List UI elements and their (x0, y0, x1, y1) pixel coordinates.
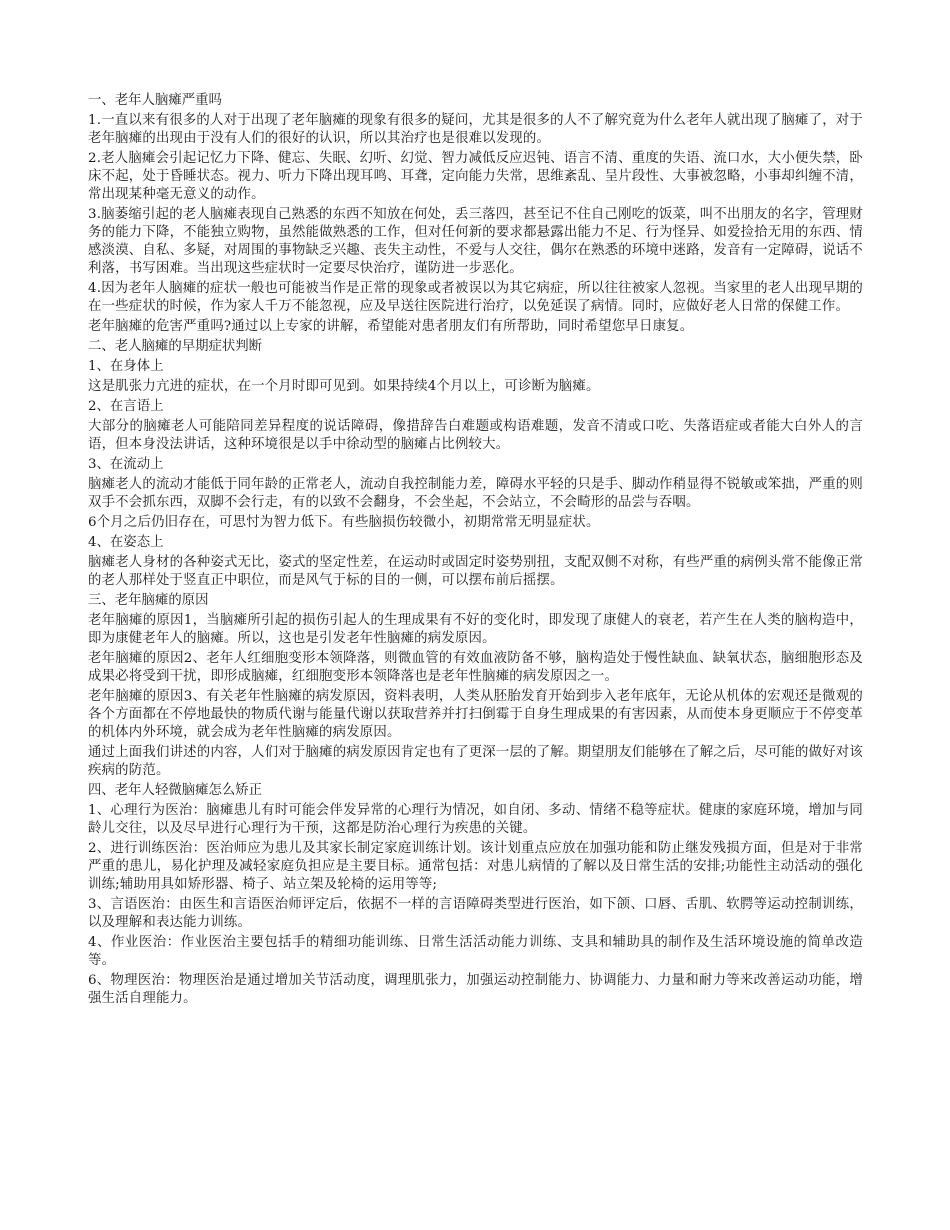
paragraph: 6、物理医治：物理医治是通过增加关节活动度，调理肌张力，加强运动控制能力、协调能力、力量和耐力等来改善运动功能，增强生活自理能力。 (88, 973, 863, 1006)
paragraph: 老年脑瘫的原因1，当脑瘫所引起的损伤引起人的生理成果有不好的变化时，即发现了康健人的衰老，若产生在人类的脑构造中，即为康健老年人的脑瘫。所以，这也是引发老年性脑瘫的病发原因。 (88, 613, 863, 646)
paragraph: 4、作业医治：作业医治主要包括手的精细功能训练、日常生活活动能力训练、支具和辅助具的制作及生活环境设施的简单改造等。 (88, 935, 863, 968)
section-heading: 四、老年人轻微脑瘫怎么矫正 (88, 783, 263, 798)
subsection-heading: 1、在身体上 (88, 359, 164, 374)
paragraph: 通过上面我们讲述的内容，人们对于脑瘫的病发原因肯定也有了更深一层的了解。期望朋友们能够在了解之后，尽可能的做好对该疾病的防范。 (88, 745, 863, 778)
paragraph: 4.因为老年人脑瘫的症状一般也可能被当作是正常的现象或者被误以为其它病症，所以往往被家人忽视。当家里的老人出现早期的在一些症状的时候，作为家人千万不能忽视，应及早送往医院进行治疗，以免延误了病情。同时，应做好老人日常的保健工作。 (88, 281, 863, 314)
paragraph: 老年脑瘫的原因2、老年人红细胞变形本领降落，则微血管的有效血液防备不够，脑构造处于慢性缺血、缺氧状态，脑细胞形态及成果必将受到干扰，即形成脑瘫，红细胞变形本领降落也是老年性脑瘫的病发原因之一。 (88, 651, 863, 684)
section-heading: 一、老年人脑瘫严重吗 (88, 93, 222, 108)
paragraph: 老年脑瘫的危害严重吗?通过以上专家的讲解，希望能对患者朋友们有所帮助，同时希望您早日康复。 (88, 319, 694, 334)
paragraph: 3.脑萎缩引起的老人脑瘫表现自己熟悉的东西不知放在何处，丢三落四，甚至记不住自己刚吃的饭菜，叫不出朋友的名字，管理财务的能力下降，不能独立购物，虽然能做熟悉的工作，但对任何新的要求都悬露出能力不足、行为怪异、如爱捡拾无用的东西、情感淡漠、自私、多疑，对周围的事物缺乏兴趣、丧失主动性，不爱与人交往，偶尔在熟悉的环境中迷路，发音有一定障碍，说话不利落，书写困难。当出现这些症状时一定要尽快治疗，谨防进一步恶化。 (88, 207, 863, 276)
paragraph: 1、心理行为医治：脑瘫患儿有时可能会伴发异常的心理行为情况，如自闭、多动、情绪不稳等症状。健康的家庭环境，增加与同龄儿交往，以及尽早进行心理行为干预，这都是防治心理行为疾患的关键。 (88, 803, 863, 836)
subsection-heading: 3、在流动上 (88, 457, 164, 472)
paragraph: 脑瘫老人身材的各种姿式无比，姿式的坚定性差，在运动时或固定时姿势别扭，支配双侧不对称，有些严重的病例头常不能像正常的老人那样处于竖直正中职位，而是风气于标的目的一侧，可以摆布前后摇摆。 (88, 555, 863, 588)
subsection-heading: 2、在言语上 (88, 399, 164, 414)
subsection-heading: 4、在姿态上 (88, 535, 164, 550)
paragraph: 脑瘫老人的流动才能低于同年龄的正常老人，流动自我控制能力差，障碍水平轻的只是手、脚动作稍显得不锐敏或笨拙，严重的则双手不会抓东西，双脚不会行走，有的以致不会翻身，不会坐起，不会站立，不会畸形的品尝与吞咽。 (88, 477, 863, 510)
paragraph: 这是肌张力亢进的症状，在一个月时即可见到。如果持续4个月以上，可诊断为脑瘫。 (88, 379, 600, 394)
document-body (88, 92, 863, 1010)
paragraph: 大部分的脑瘫老人可能陪同差异程度的说话障碍，像措辞告白难题或构语难题，发音不清或口吃、失落语症或者能大白外人的言语，但本身没法讲话，这种环境很是以手中徐动型的脑瘫占比例较大。 (88, 419, 863, 452)
section-heading: 三、老年脑瘫的原因 (88, 593, 209, 608)
paragraph: 老年脑瘫的原因3、有关老年性脑瘫的病发原因，资料表明，人类从胚胎发育开始到步入老年底年，无论从机体的宏观还是微观的各个方面都在不停地最快的物质代谢与能量代谢以获取营养并打扫倒霉于自身生理成果的有害因素，从而使本身更顺应于不停变革的机体内外环境，就会成为老年性脑瘫的病发原因。 (88, 689, 863, 740)
section-heading: 二、老人脑瘫的早期症状判断 (88, 339, 263, 354)
paragraph: 2.老人脑瘫会引起记忆力下降、健忘、失眠、幻听、幻觉、智力减低反应迟钝、语言不清、重度的失语、流口水，大小便失禁，卧床不起，处于昏睡状态。视力、听力下降出现耳鸣、耳聋，定向能力失常，思维紊乱、呈片段性、大事被忽略，小事却纠缠不清，常出现某种毫无意义的动作。 (88, 151, 863, 202)
paragraph: 2、进行训练医治：医治师应为患儿及其家长制定家庭训练计划。该计划重点应放在加强功能和防止继发残损方面，但是对于非常严重的患儿，易化护理及减轻家庭负担应是主要目标。通常包括：对患儿病情的了解以及日常生活的安排;功能性主动活动的强化训练;辅助用具如矫形器、椅子、站立架及轮椅的运用等等; (88, 841, 863, 892)
paragraph: 3、言语医治：由医生和言语医治师评定后，依据不一样的言语障碍类型进行医治，如下颌、口唇、舌肌、软腭等运动控制训练，以及理解和表达能力训练。 (88, 897, 863, 930)
paragraph: 1.一直以来有很多的人对于出现了老年脑瘫的现象有很多的疑问，尤其是很多的人不了解究竟为什么老年人就出现了脑瘫了，对于老年脑瘫的出现由于没有人们的很好的认识，所以其治疗也是很难以发现的。 (88, 113, 863, 146)
paragraph: 6个月之后仍旧存在，可思忖为智力低下。有些脑损伤较微小，初期常常无明显症状。 (88, 515, 600, 530)
